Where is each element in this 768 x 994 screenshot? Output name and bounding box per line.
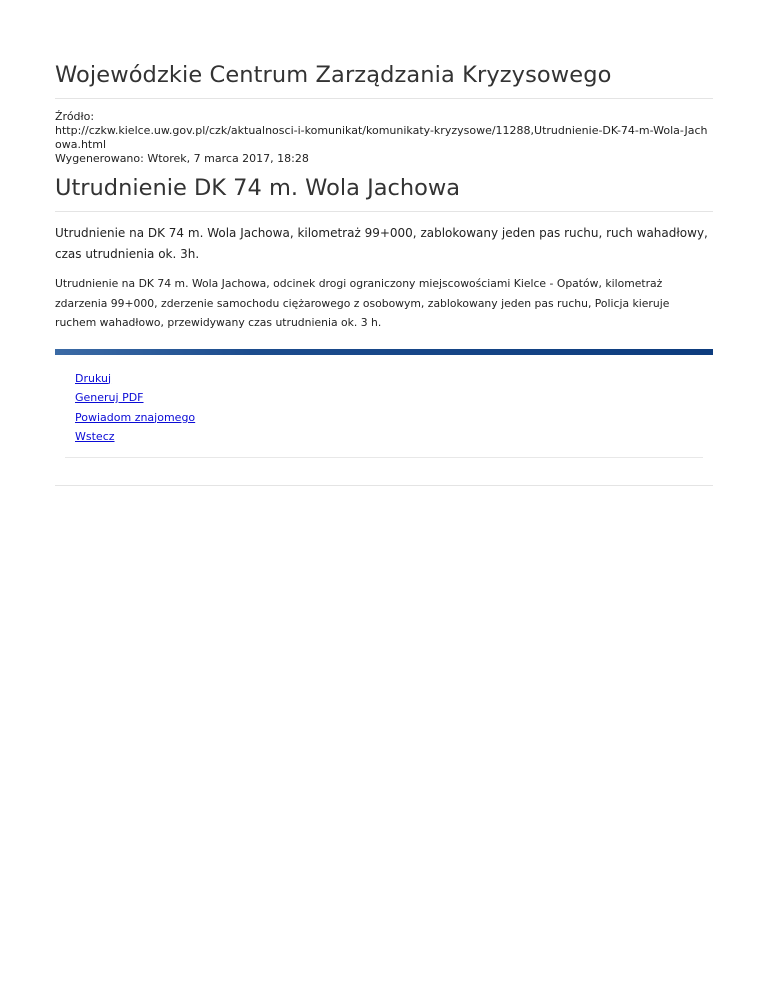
source-label: Źródło: — [55, 110, 95, 123]
article-title-divider — [55, 211, 713, 212]
action-item-print — [75, 369, 703, 389]
action-links — [65, 355, 703, 458]
site-title: Wojewódzkie Centrum Zarządzania Kryzysowego — [55, 62, 612, 88]
action-item-pdf — [75, 388, 703, 408]
article-title: Utrudnienie DK 74 m. Wola Jachowa — [55, 175, 461, 201]
generate-pdf-link[interactable]: Generuj PDF — [75, 391, 144, 404]
print-page — [55, 0, 713, 486]
action-item-notify — [75, 408, 703, 428]
article-lead: Utrudnienie na DK 74 m. Wola Jachowa, kilometraż 99+000, zablokowany jeden pas ruchu, ruch wahadłowy, czas utrudnienia ok. 3h. — [55, 226, 708, 261]
notify-friend-link[interactable]: Powiadom znajomego — [75, 410, 196, 424]
source-url: http://czkw.kielce.uw.gov.pl/czk/aktualnosci-i-komunikat/komunikaty-kryzysowe/11288,Utrudnienie-DK-74-m-Wola-Jachowa.html — [55, 124, 708, 151]
back-link[interactable]: Wstecz — [75, 430, 115, 443]
action-item-back — [75, 427, 703, 447]
footer-divider — [55, 485, 713, 486]
title-divider — [55, 98, 713, 99]
article-body: Utrudnienie na DK 74 m. Wola Jachowa, odcinek drogi ograniczony miejscowościami Kielce - Opatów, kilometraż zdarzenia 99+000, zderzenie samochodu ciężarowego z osobowym, zablokowany jeden pas ruchu, Policja kieruje ruchem wahadłowo, przewidywany czas utrudnienia ok. 3 h. — [55, 277, 670, 329]
generated-date: Wygenerowano: Wtorek, 7 marca 2017, 18:28 — [55, 152, 309, 165]
source-meta — [55, 110, 713, 166]
print-link[interactable]: Drukuj — [75, 371, 112, 385]
